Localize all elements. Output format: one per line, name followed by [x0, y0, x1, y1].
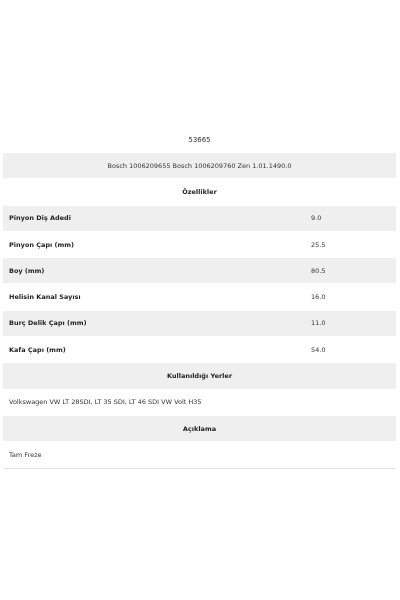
features-title: Özellikler [182, 187, 217, 196]
spec-value: 54.0 [311, 345, 326, 354]
usage-row [3, 390, 396, 416]
spec-row [3, 232, 396, 258]
spec-table [3, 153, 396, 469]
oem-refs-row [3, 153, 396, 179]
spec-label: Burç Delik Çapı (mm) [9, 319, 87, 328]
description-row [3, 442, 396, 468]
spec-label: Boy (mm) [9, 266, 45, 275]
spec-value: 16.0 [311, 293, 326, 302]
spec-value: 11.0 [311, 319, 326, 328]
oem-refs-text: Bosch 1006209655 Bosch 1006209760 Zen 1.01.1490.0 [107, 161, 292, 170]
spec-value: 80.5 [311, 266, 326, 275]
spec-value: 9.0 [311, 214, 322, 223]
description-text: Tam Freze [9, 450, 42, 459]
spec-label: Pinyon Diş Adedi [9, 214, 71, 223]
product-code-text: 53665 [188, 136, 211, 144]
description-title: Açıklama [182, 424, 217, 433]
spec-label: Pinyon Çapı (mm) [9, 240, 74, 249]
spec-label: Helisin Kanal Sayısı [9, 293, 81, 302]
spec-row [3, 337, 396, 363]
product-code [3, 127, 396, 153]
spec-value: 25.5 [311, 240, 326, 249]
spec-row [3, 258, 396, 284]
usage-text: Volkswagen VW LT 28SDI, LT 35 SDI, LT 46 SDI VW Volt H35 [9, 398, 202, 407]
usage-title: Kullanıldığı Yerler [166, 372, 233, 381]
usage-header [3, 363, 396, 389]
spec-label: Kafa Çapı (mm) [9, 345, 66, 354]
features-header [3, 179, 396, 205]
spec-row [3, 206, 396, 232]
spec-row [3, 311, 396, 337]
spec-row [3, 284, 396, 310]
description-header [3, 416, 396, 442]
